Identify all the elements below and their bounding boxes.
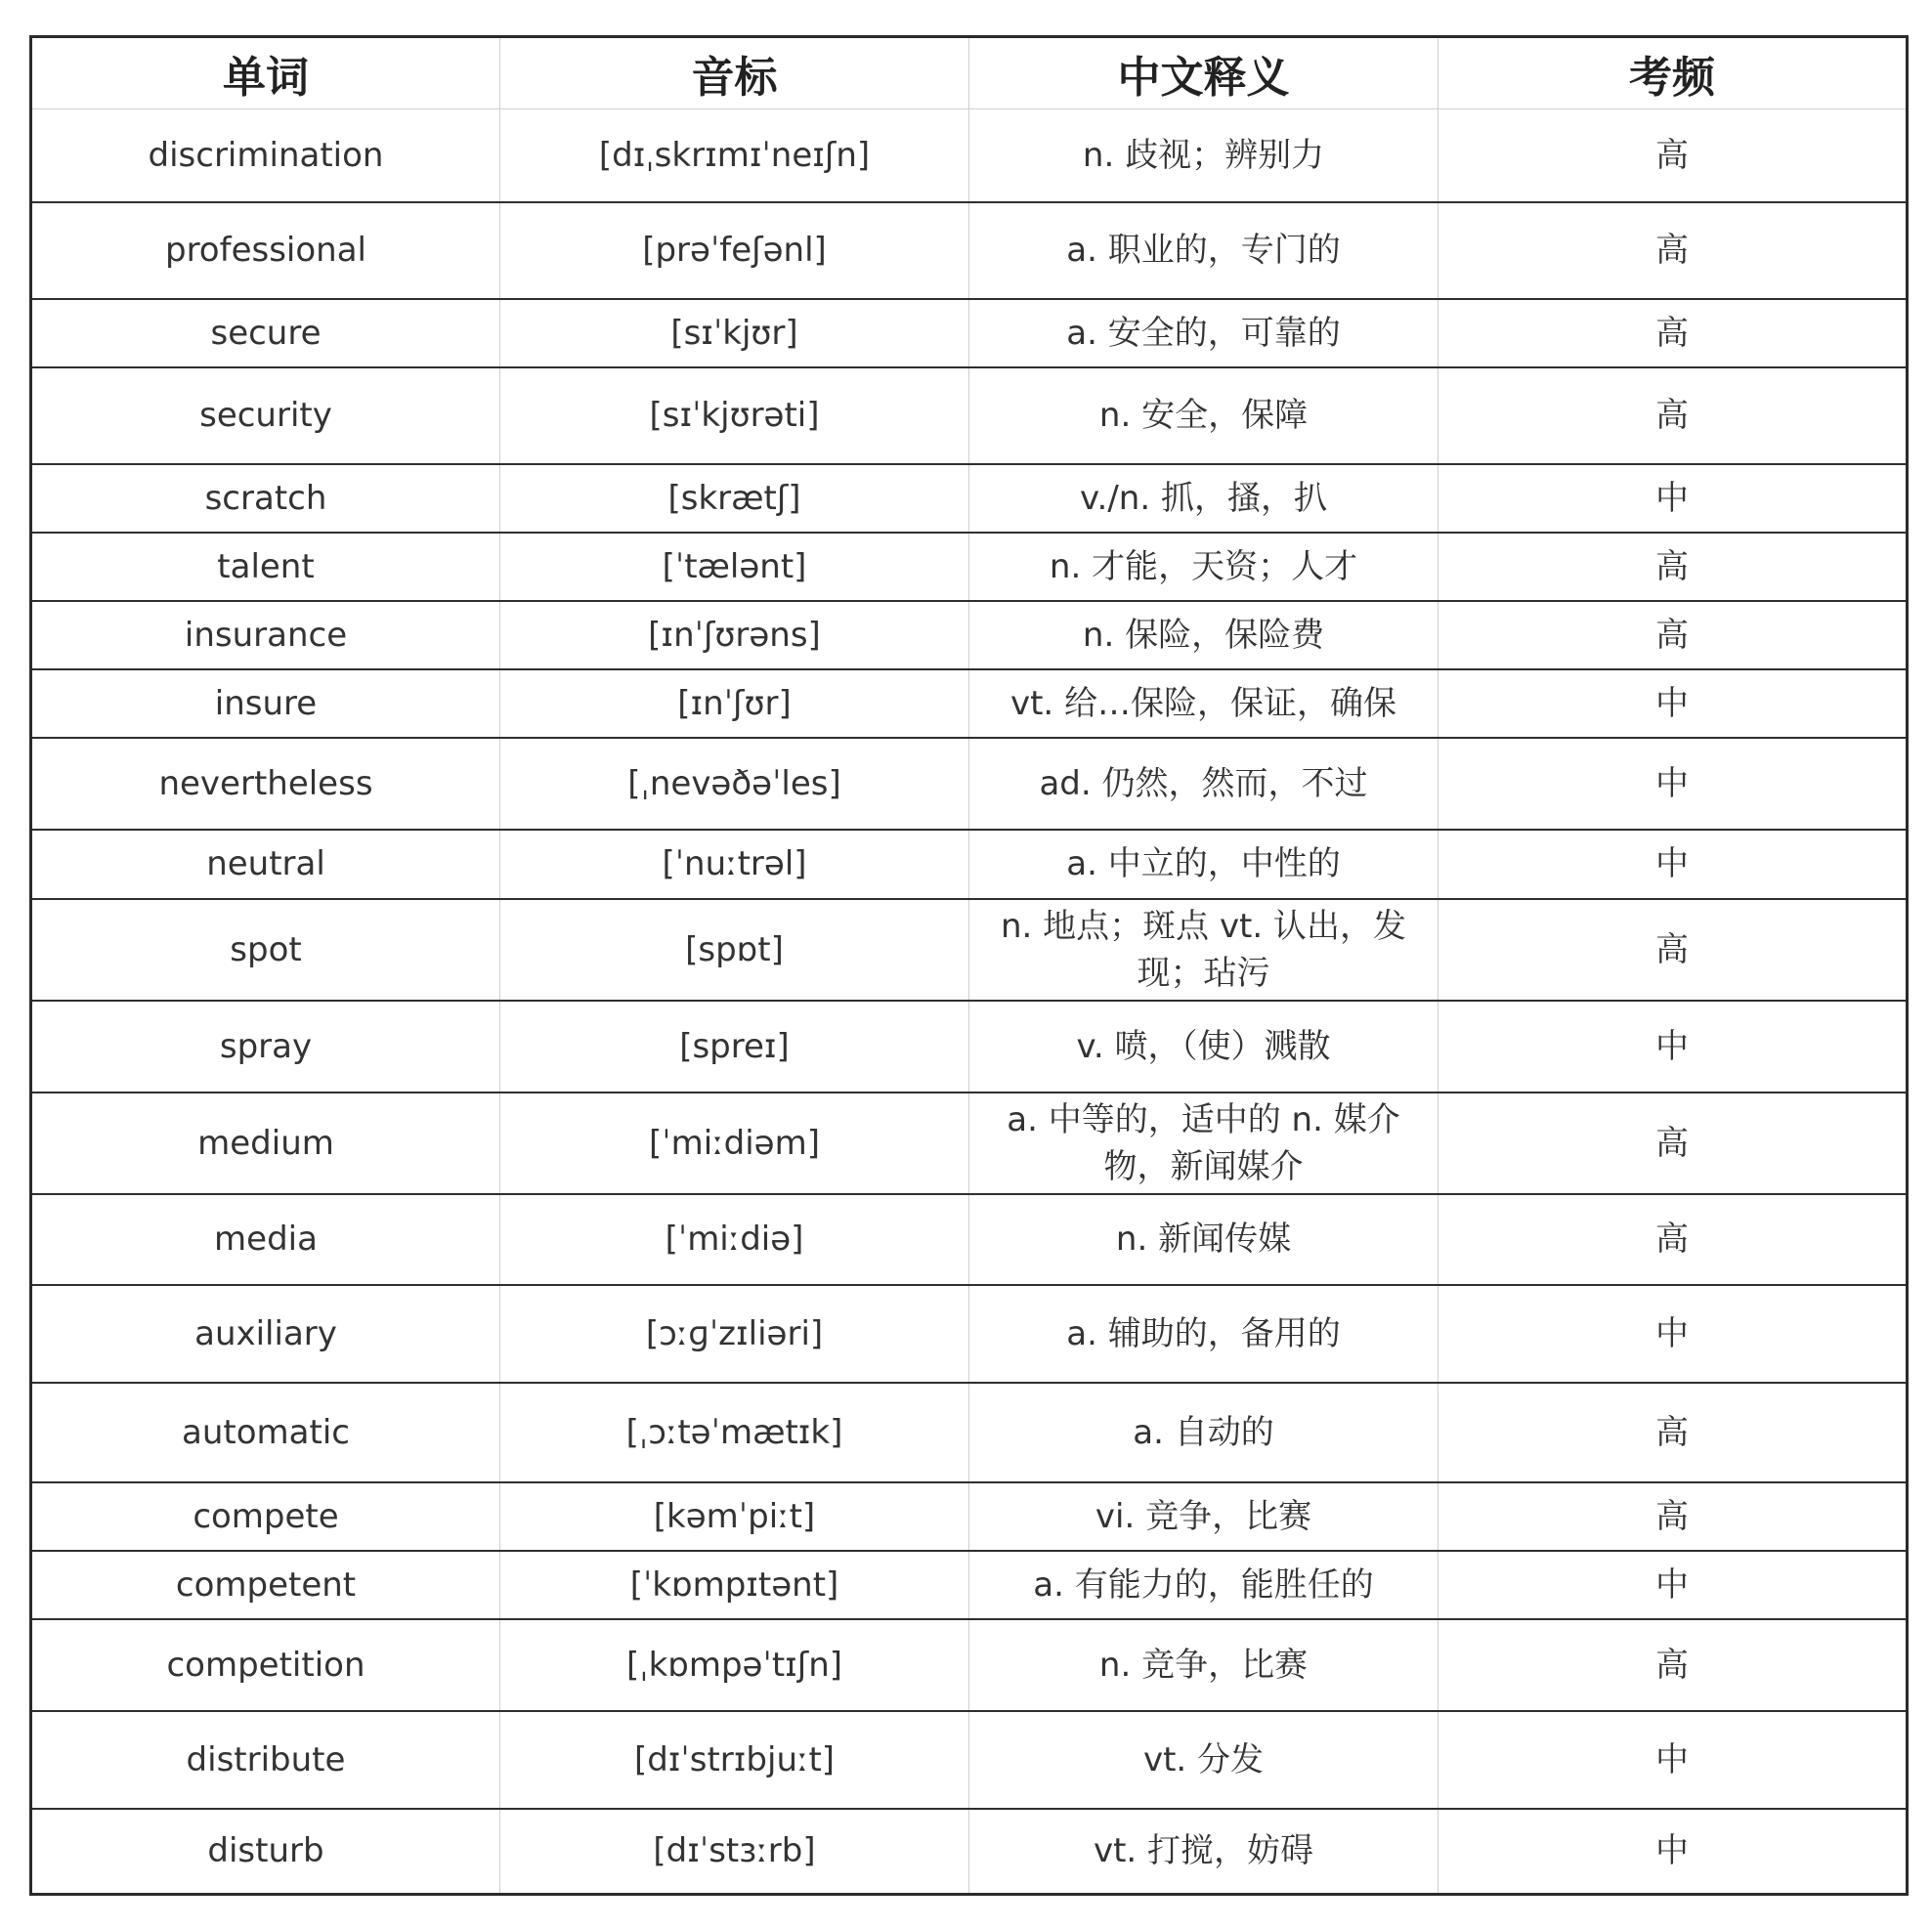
table-row — [31, 1551, 1908, 1619]
frequency-cell: 中 — [1438, 669, 1908, 738]
frequency-cell: 高 — [1438, 299, 1908, 367]
table-row — [31, 1482, 1908, 1551]
frequency-cell: 高 — [1438, 109, 1908, 202]
frequency-cell: 高 — [1438, 1482, 1908, 1551]
frequency-cell: 中 — [1438, 1809, 1908, 1895]
table-row — [31, 1093, 1908, 1194]
table-row — [31, 669, 1908, 738]
meaning-cell: vt. 给…保险，保证，确保 — [969, 669, 1438, 738]
frequency-cell: 中 — [1438, 738, 1908, 830]
phonetic-cell: [dɪˈstɜːrb] — [500, 1809, 969, 1895]
meaning-cell: n. 保险，保险费 — [969, 601, 1438, 669]
phonetic-cell: [dɪˈstrɪbjuːt] — [500, 1711, 969, 1809]
table-row — [31, 464, 1908, 533]
phonetic-cell: [kəmˈpiːt] — [500, 1482, 969, 1551]
word-cell: competent — [31, 1551, 500, 1619]
frequency-cell: 中 — [1438, 1001, 1908, 1093]
table-row — [31, 1711, 1908, 1809]
table-row — [31, 1619, 1908, 1711]
meaning-cell: n. 竞争，比赛 — [969, 1619, 1438, 1711]
frequency-cell: 中 — [1438, 830, 1908, 899]
frequency-cell: 高 — [1438, 533, 1908, 601]
phonetic-cell: [skrætʃ] — [500, 464, 969, 533]
phonetic-cell: [spɒt] — [500, 899, 969, 1001]
header-phonetic: 音标 — [500, 37, 969, 109]
word-cell: nevertheless — [31, 738, 500, 830]
table-row — [31, 830, 1908, 899]
phonetic-cell: [ˌɔːtəˈmætɪk] — [500, 1383, 969, 1482]
frequency-cell: 高 — [1438, 367, 1908, 464]
table-row — [31, 1383, 1908, 1482]
table-row — [31, 738, 1908, 830]
table-row — [31, 367, 1908, 464]
header-frequency: 考频 — [1438, 37, 1908, 109]
meaning-cell: v./n. 抓，搔，扒 — [969, 464, 1438, 533]
word-cell: auxiliary — [31, 1285, 500, 1383]
phonetic-cell: [ɪnˈʃʊrəns] — [500, 601, 969, 669]
meaning-cell: ad. 仍然，然而，不过 — [969, 738, 1438, 830]
vocabulary-table — [29, 35, 1909, 1896]
word-cell: discrimination — [31, 109, 500, 202]
meaning-cell: a. 辅助的，备用的 — [969, 1285, 1438, 1383]
frequency-cell: 中 — [1438, 1285, 1908, 1383]
meaning-cell: a. 中立的，中性的 — [969, 830, 1438, 899]
frequency-cell: 中 — [1438, 464, 1908, 533]
header-meaning: 中文释义 — [969, 37, 1438, 109]
word-cell: spot — [31, 899, 500, 1001]
table-row — [31, 202, 1908, 299]
meaning-cell: a. 安全的，可靠的 — [969, 299, 1438, 367]
meaning-cell: v. 喷，（使）溅散 — [969, 1001, 1438, 1093]
table-row — [31, 533, 1908, 601]
frequency-cell: 中 — [1438, 1711, 1908, 1809]
meaning-cell: vt. 分发 — [969, 1711, 1438, 1809]
phonetic-cell: [ˈmiːdiəm] — [500, 1093, 969, 1194]
table-row — [31, 1001, 1908, 1093]
table-row — [31, 1809, 1908, 1895]
phonetic-cell: [ˈtælənt] — [500, 533, 969, 601]
table-row — [31, 299, 1908, 367]
table-row — [31, 1194, 1908, 1285]
phonetic-cell: [prəˈfeʃənl] — [500, 202, 969, 299]
meaning-cell: vi. 竞争，比赛 — [969, 1482, 1438, 1551]
word-cell: medium — [31, 1093, 500, 1194]
frequency-cell: 高 — [1438, 1194, 1908, 1285]
phonetic-cell: [ɔːɡˈzɪliəri] — [500, 1285, 969, 1383]
phonetic-cell: [sɪˈkjʊrəti] — [500, 367, 969, 464]
table-header-row — [31, 37, 1908, 109]
word-cell: insurance — [31, 601, 500, 669]
phonetic-cell: [ˌkɒmpəˈtɪʃn] — [500, 1619, 969, 1711]
meaning-cell: n. 新闻传媒 — [969, 1194, 1438, 1285]
word-cell: compete — [31, 1482, 500, 1551]
meaning-cell: a. 有能力的，能胜任的 — [969, 1551, 1438, 1619]
word-cell: insure — [31, 669, 500, 738]
word-cell: security — [31, 367, 500, 464]
meaning-cell: a. 职业的，专门的 — [969, 202, 1438, 299]
word-cell: talent — [31, 533, 500, 601]
phonetic-cell: [ˌnevəðəˈles] — [500, 738, 969, 830]
word-cell: competition — [31, 1619, 500, 1711]
phonetic-cell: [spreɪ] — [500, 1001, 969, 1093]
word-cell: distribute — [31, 1711, 500, 1809]
phonetic-cell: [ɪnˈʃʊr] — [500, 669, 969, 738]
meaning-cell: n. 才能，天资；人才 — [969, 533, 1438, 601]
meaning-cell: a. 自动的 — [969, 1383, 1438, 1482]
meaning-cell: n. 地点；斑点 vt. 认出，发现；玷污 — [969, 899, 1438, 1001]
word-cell: professional — [31, 202, 500, 299]
frequency-cell: 高 — [1438, 1383, 1908, 1482]
header-word: 单词 — [31, 37, 500, 109]
meaning-cell: n. 歧视；辨别力 — [969, 109, 1438, 202]
word-cell: spray — [31, 1001, 500, 1093]
word-cell: automatic — [31, 1383, 500, 1482]
frequency-cell: 高 — [1438, 899, 1908, 1001]
meaning-cell: a. 中等的，适中的 n. 媒介物，新闻媒介 — [969, 1093, 1438, 1194]
table-row — [31, 601, 1908, 669]
frequency-cell: 高 — [1438, 202, 1908, 299]
word-cell: secure — [31, 299, 500, 367]
frequency-cell: 高 — [1438, 1619, 1908, 1711]
phonetic-cell: [ˈnuːtrəl] — [500, 830, 969, 899]
table-row — [31, 109, 1908, 202]
word-cell: neutral — [31, 830, 500, 899]
word-cell: scratch — [31, 464, 500, 533]
meaning-cell: vt. 打搅，妨碍 — [969, 1809, 1438, 1895]
word-cell: disturb — [31, 1809, 500, 1895]
phonetic-cell: [ˈkɒmpɪtənt] — [500, 1551, 969, 1619]
frequency-cell: 高 — [1438, 601, 1908, 669]
frequency-cell: 高 — [1438, 1093, 1908, 1194]
phonetic-cell: [ˈmiːdiə] — [500, 1194, 969, 1285]
table-row — [31, 899, 1908, 1001]
table-row — [31, 1285, 1908, 1383]
phonetic-cell: [sɪˈkjʊr] — [500, 299, 969, 367]
frequency-cell: 中 — [1438, 1551, 1908, 1619]
phonetic-cell: [dɪˌskrɪmɪˈneɪʃn] — [500, 109, 969, 202]
word-cell: media — [31, 1194, 500, 1285]
meaning-cell: n. 安全，保障 — [969, 367, 1438, 464]
